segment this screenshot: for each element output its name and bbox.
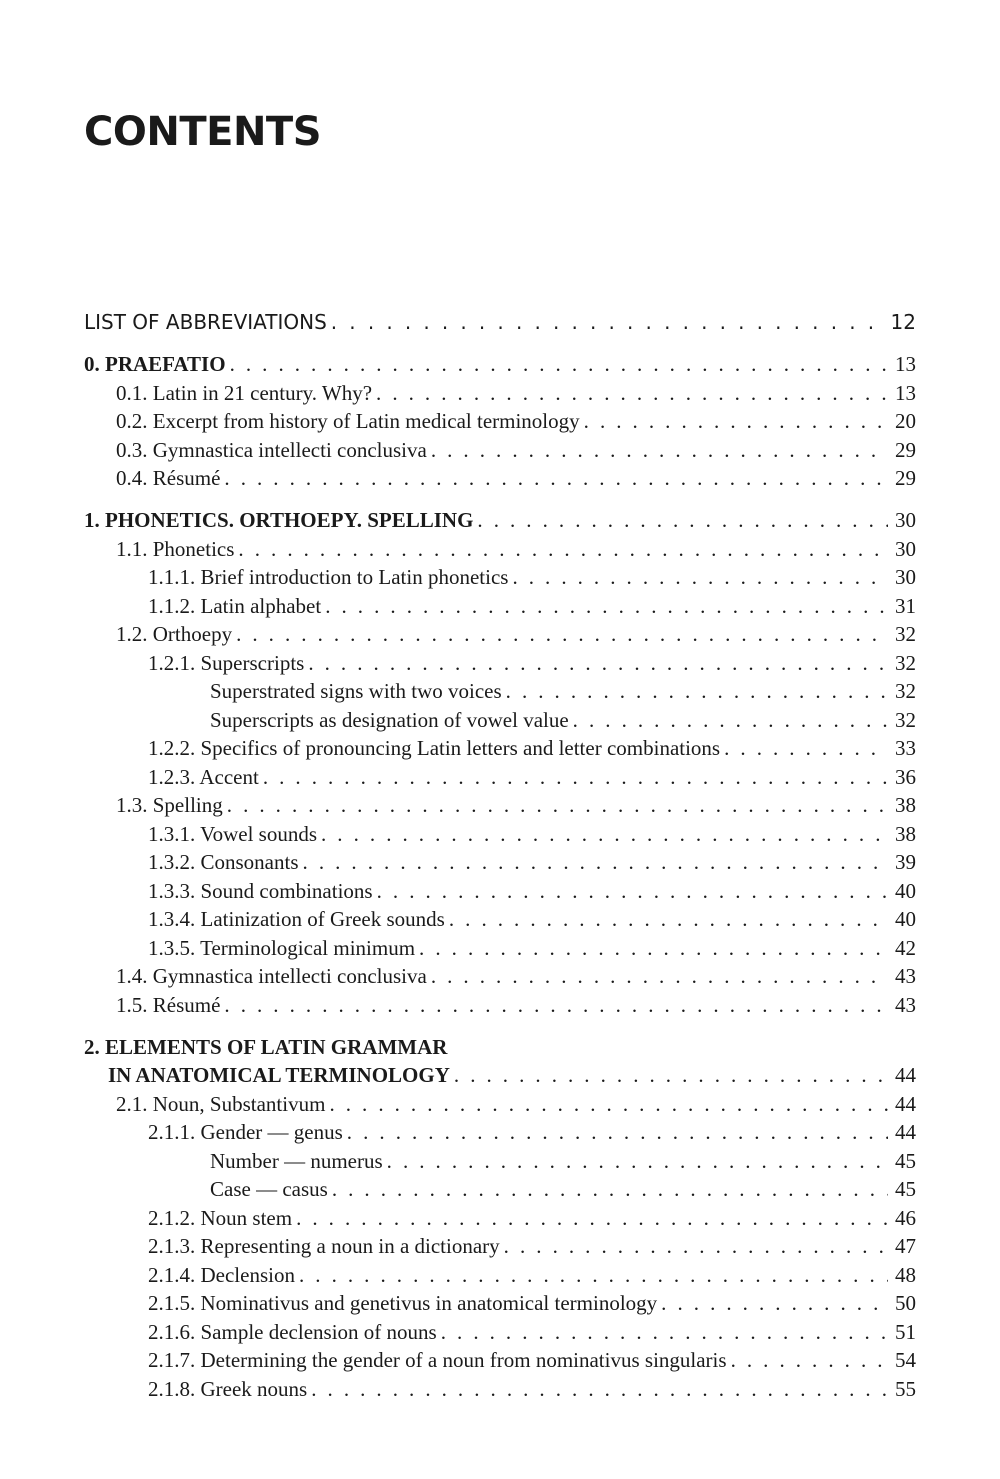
dot-leader [419, 934, 888, 962]
toc-entry-page: 36 [895, 765, 916, 789]
toc-entry-page: 43 [895, 993, 916, 1017]
toc-entry-page: 42 [895, 936, 916, 960]
dot-leader [331, 308, 887, 336]
toc-entry-2-1[interactable] [116, 1090, 916, 1118]
toc-entry-label: 2.1.8. Greek nouns [148, 1377, 308, 1401]
toc-entry-2-1-6[interactable] [148, 1318, 916, 1346]
dot-leader [377, 877, 888, 905]
toc-entry-page: 40 [895, 879, 916, 903]
toc-entry-praefatio[interactable] [84, 350, 916, 378]
dot-leader [387, 1147, 888, 1175]
toc-entry-2-1-4[interactable] [148, 1261, 916, 1289]
dot-leader [431, 436, 888, 464]
dot-leader [573, 706, 888, 734]
dot-leader [230, 350, 888, 378]
toc-entry-label: 1.2.2. Specifics of pronouncing Latin letters and letter combinations [148, 736, 721, 760]
toc-entry-label: 2.1. Noun, Substantivum [116, 1092, 326, 1116]
toc-entry-label: 1.3.1. Vowel sounds [148, 822, 317, 846]
toc-entry-label: 2.1.1. Gender — genus [148, 1120, 343, 1144]
toc-entry-label: 2.1.3. Representing a noun in a dictionary [148, 1234, 500, 1258]
toc-entry-label: 2.1.7. Determining the gender of a noun from nominativus singularis [148, 1348, 727, 1372]
toc-entry-page: 40 [895, 907, 916, 931]
toc-entry-label: Superscripts as designation of vowel value [210, 708, 569, 732]
toc-entry-label: 1.1.2. Latin alphabet [148, 594, 322, 618]
dot-leader [376, 379, 888, 407]
toc-entry-page: 46 [895, 1206, 916, 1230]
toc-entry-label: LIST OF ABBREVIATIONS [84, 310, 327, 334]
toc-entry-page: 32 [895, 708, 916, 732]
toc-entry-page: 30 [895, 537, 916, 561]
toc-entry-page: 50 [895, 1291, 916, 1315]
toc-entry-label: 1.5. Résumé [116, 993, 221, 1017]
toc-entry-label: 0.3. Gymnastica intellecti conclusiva [116, 438, 427, 462]
toc-entry-0-4[interactable] [116, 464, 916, 492]
toc-entry-label: 0.1. Latin in 21 century. Why? [116, 381, 373, 405]
toc-entry-1-3-5[interactable] [148, 934, 916, 962]
dot-leader [661, 1289, 888, 1317]
dot-leader [477, 506, 888, 534]
toc-entry-label: 0.4. Résumé [116, 466, 221, 490]
dot-leader [224, 464, 888, 492]
toc-entry-superscripts-vowel-value[interactable] [210, 706, 916, 734]
toc-entry-page: 39 [895, 850, 916, 874]
toc-entry-page: 32 [895, 679, 916, 703]
toc-entry-page: 51 [895, 1320, 916, 1344]
toc-entry-1-2-2[interactable] [148, 734, 916, 762]
toc-entry-label: 1.1. Phonetics [116, 537, 235, 561]
toc-entry-label: 1.3.2. Consonants [148, 850, 299, 874]
toc-entry-1-2-3[interactable] [148, 763, 916, 791]
toc-entry-label: 2.1.4. Declension [148, 1263, 295, 1287]
toc-entry-1-5[interactable] [116, 991, 916, 1019]
toc-entry-page: 32 [895, 651, 916, 675]
toc-entry-label: 1.3.3. Sound combinations [148, 879, 373, 903]
toc-entry-0-1[interactable] [116, 379, 916, 407]
dot-leader [308, 649, 888, 677]
toc-entry-page: 33 [895, 736, 916, 760]
dot-leader [263, 763, 888, 791]
dot-leader [227, 791, 888, 819]
toc-entry-page: 13 [895, 352, 916, 376]
toc-entry-label: IN ANATOMICAL TERMINOLOGY [108, 1063, 450, 1087]
dot-leader [238, 535, 888, 563]
toc-entry-page: 44 [895, 1063, 916, 1087]
dot-leader [441, 1318, 888, 1346]
toc-entry-page: 44 [895, 1092, 916, 1116]
toc-entry-label: Case — casus [210, 1177, 328, 1201]
toc-entry-2-1-2[interactable] [148, 1204, 916, 1232]
toc-entry-label: 0.2. Excerpt from history of Latin medical terminology [116, 409, 580, 433]
toc-entry-page: 12 [890, 310, 916, 334]
toc-entry-page: 30 [895, 508, 916, 532]
toc-entry-0-3[interactable] [116, 436, 916, 464]
toc-entry-page: 31 [895, 594, 916, 618]
dot-leader [506, 677, 888, 705]
toc-entry-1-2[interactable] [116, 620, 916, 648]
toc-entry-page: 54 [895, 1348, 916, 1372]
toc-entry-page: 38 [895, 822, 916, 846]
toc-entry-1-3[interactable] [116, 791, 916, 819]
toc-entry-label: Number — numerus [210, 1149, 383, 1173]
toc-entry-page: 45 [895, 1177, 916, 1201]
toc-entry-label: 1.4. Gymnastica intellecti conclusiva [116, 964, 427, 988]
toc-entry-page: 55 [895, 1377, 916, 1401]
dot-leader [321, 820, 888, 848]
dot-leader [303, 848, 888, 876]
toc-entry-page: 13 [895, 381, 916, 405]
toc-entry-1-3-4[interactable] [148, 905, 916, 933]
toc-entry-case-casus[interactable] [210, 1175, 916, 1203]
toc-entry-1-2-1[interactable] [148, 649, 916, 677]
toc-entry-label: 0. PRAEFATIO [84, 352, 226, 376]
toc-entry-page: 29 [895, 466, 916, 490]
dot-leader [431, 962, 888, 990]
toc-entry-page: 29 [895, 438, 916, 462]
dot-leader [299, 1261, 888, 1289]
toc-entry-1-4[interactable] [116, 962, 916, 990]
dot-leader [224, 991, 888, 1019]
toc-chapter-2-heading[interactable]: 2. ELEMENTS OF LATIN GRAMMAR [84, 1035, 448, 1059]
toc-entry-number-numerus[interactable] [210, 1147, 916, 1175]
toc-entry-label: 2.1.5. Nominativus and genetivus in anatomical terminology [148, 1291, 658, 1315]
dot-leader [332, 1175, 888, 1203]
toc-entry-2-1-8[interactable] [148, 1375, 916, 1403]
toc-entry-label: 1.2.3. Accent [148, 765, 259, 789]
toc-entry-label: 1.3. Spelling [116, 793, 223, 817]
dot-leader [311, 1375, 888, 1403]
page-title: CONTENTS [84, 109, 322, 155]
toc-entry-superstrated-signs[interactable] [210, 677, 916, 705]
toc-entry-2-1-1[interactable] [148, 1118, 916, 1146]
toc-entry-1-3-3[interactable] [148, 877, 916, 905]
toc-entry-page: 45 [895, 1149, 916, 1173]
toc-entry-2-1-7[interactable] [148, 1346, 916, 1374]
toc-entry-page: 47 [895, 1234, 916, 1258]
toc-entry-label: 1.3.4. Latinization of Greek sounds [148, 907, 445, 931]
toc-entry-page: 48 [895, 1263, 916, 1287]
dot-leader [296, 1204, 888, 1232]
dot-leader [504, 1232, 888, 1260]
toc-entry-anatomical-terminology[interactable] [108, 1061, 916, 1089]
toc-entry-label: 1. PHONETICS. ORTHOEPY. SPELLING [84, 508, 474, 532]
toc-entry-label: 2.1.2. Noun stem [148, 1206, 293, 1230]
toc-entry-1-1-2[interactable] [148, 592, 916, 620]
toc-entry-2-1-3[interactable] [148, 1232, 916, 1260]
toc-entry-1-1-1[interactable] [148, 563, 916, 591]
toc-entry-page: 38 [895, 793, 916, 817]
toc-entry-label: 2.1.6. Sample declension of nouns [148, 1320, 437, 1344]
toc-entry-page: 44 [895, 1120, 916, 1144]
dot-leader [325, 592, 888, 620]
toc-entry-page: 30 [895, 565, 916, 589]
toc-entry-label: 1.3.5. Terminological minimum [148, 936, 416, 960]
dot-leader [454, 1061, 888, 1089]
toc-entry-1-3-1[interactable] [148, 820, 916, 848]
toc-entry-label: 1.2.1. Superscripts [148, 651, 305, 675]
dot-leader [512, 563, 888, 591]
dot-leader [449, 905, 888, 933]
toc-entry-phonetics-chapter[interactable] [84, 506, 916, 534]
toc-entry-label: Superstrated signs with two voices [210, 679, 502, 703]
toc-entry-1-3-2[interactable] [148, 848, 916, 876]
toc-entry-2-1-5[interactable] [148, 1289, 916, 1317]
toc-entry-page: 43 [895, 964, 916, 988]
toc-entry-label: 1.2. Orthoepy [116, 622, 233, 646]
toc-entry-1-1[interactable] [116, 535, 916, 563]
dot-leader [731, 1346, 888, 1374]
toc-entry-list-of-abbreviations[interactable] [84, 308, 916, 336]
dot-leader [584, 407, 888, 435]
dot-leader [329, 1090, 888, 1118]
toc-entry-page: 32 [895, 622, 916, 646]
toc-entry-label: 1.1.1. Brief introduction to Latin phonetics [148, 565, 509, 589]
dot-leader [347, 1118, 888, 1146]
dot-leader [724, 734, 888, 762]
toc-entry-0-2[interactable] [116, 407, 916, 435]
dot-leader [236, 620, 888, 648]
toc-entry-page: 20 [895, 409, 916, 433]
